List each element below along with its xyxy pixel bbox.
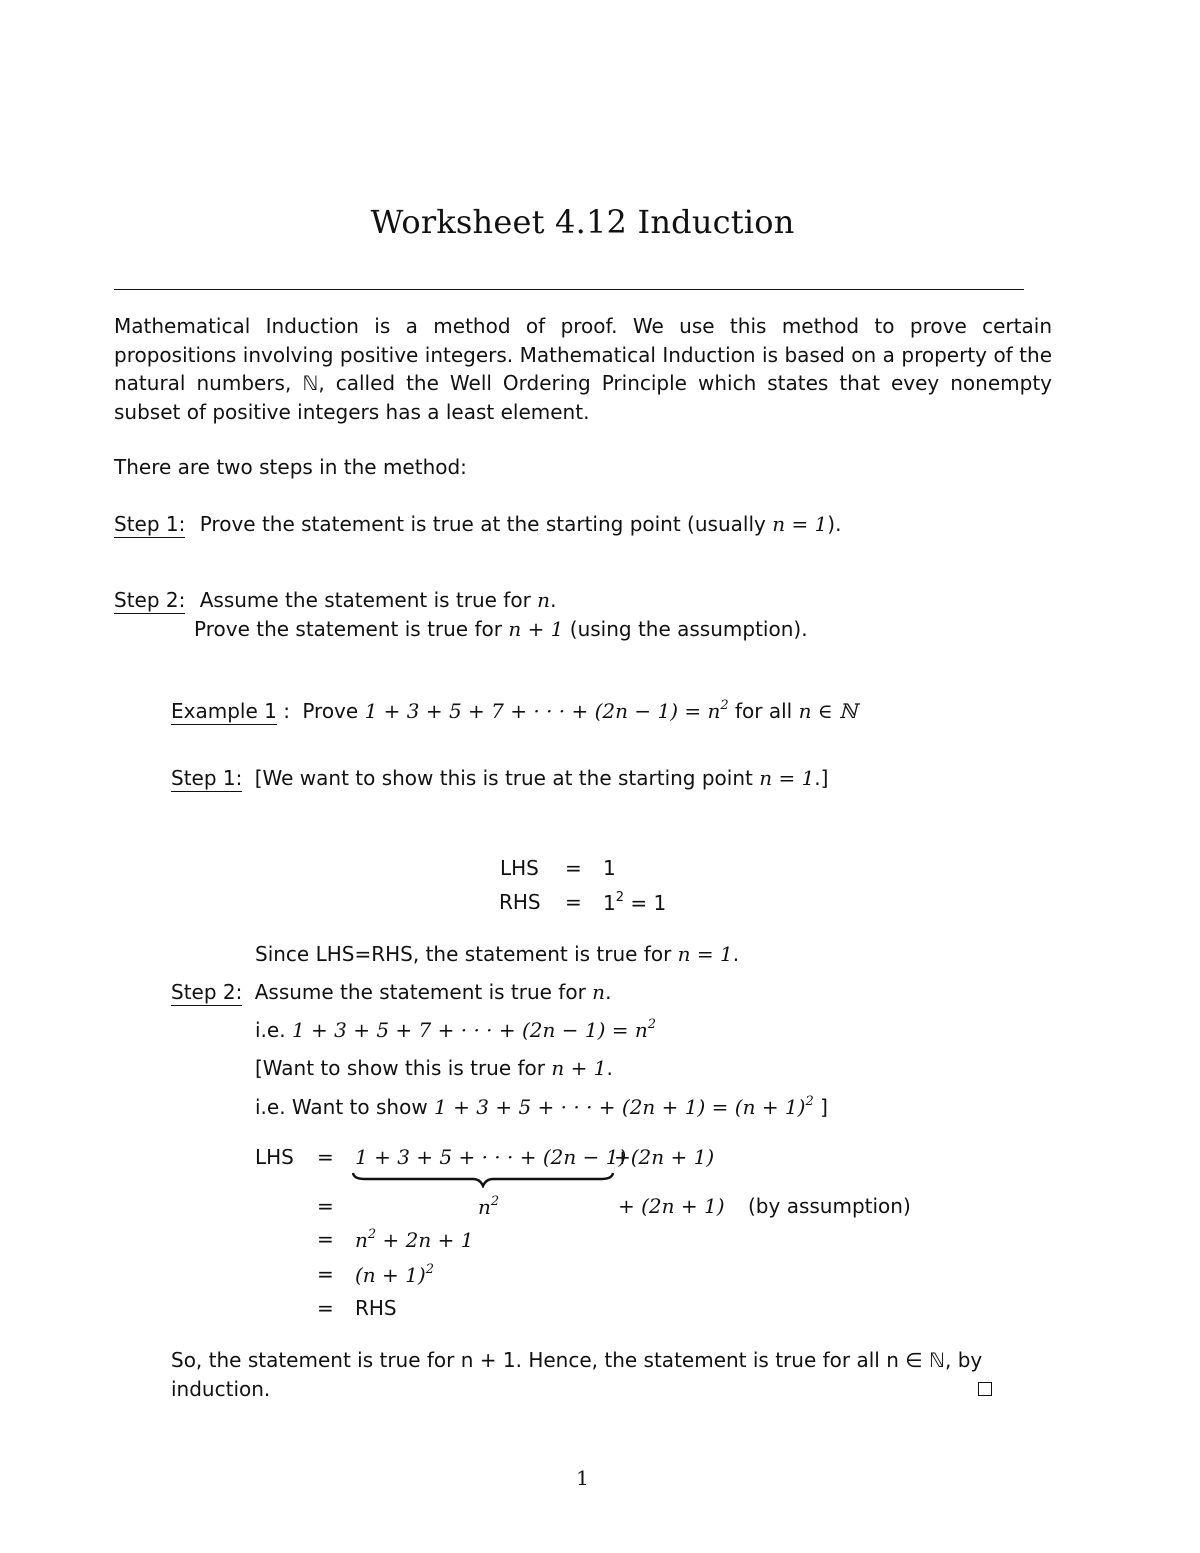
- example-colon: :: [283, 699, 290, 723]
- since-text: Since LHS=RHS, the statement is true for: [255, 942, 672, 966]
- ie2-math: 1 + 3 + 5 + · · · + (2n + 1) = (n + 1): [434, 1095, 806, 1119]
- calc-row2-rest: + (2n + 1): [618, 1194, 725, 1218]
- method-step2-end-b: (using the assumption).: [569, 617, 808, 641]
- calc-lhs-label: LHS: [255, 1145, 294, 1169]
- calc-eq-2: =: [317, 1194, 334, 1218]
- calc-row3-rest: + 2n + 1: [382, 1228, 474, 1252]
- example-for-all: for all: [735, 699, 793, 723]
- calc-row5: RHS: [355, 1296, 397, 1320]
- calc-row4-base: (n + 1): [355, 1263, 426, 1287]
- check-rhs-value: [603, 890, 666, 915]
- qed-square-icon: [978, 1382, 992, 1396]
- check-lhs-value: 1: [603, 856, 616, 880]
- example-step1-end: .]: [814, 766, 829, 790]
- calc-eq-5: =: [317, 1296, 334, 1320]
- method-step2-math-b: n + 1: [508, 617, 564, 641]
- ie2-end: ]: [820, 1095, 828, 1119]
- calc-row2-under: [478, 1194, 499, 1219]
- calc-row1-brace-part: 1 + 3 + 5 + · · · + (2n − 1): [355, 1145, 627, 1169]
- ie1-prefix: i.e.: [255, 1018, 286, 1042]
- since-line: [255, 942, 739, 966]
- want-text: [Want to show this is true for: [255, 1056, 545, 1080]
- example-statement-exp: 2: [720, 698, 729, 713]
- example-statement: 1 + 3 + 5 + 7 + · · · + (2n − 1) = n: [364, 699, 721, 723]
- example-label: Example 1: [171, 699, 277, 723]
- example-step1-text: [We want to show this is true at the starting point: [254, 766, 753, 790]
- calc-row4-exp: 2: [425, 1262, 434, 1277]
- check-rhs-eq: =: [565, 890, 582, 914]
- ie2-exp: 2: [805, 1094, 814, 1109]
- ie2-line: [255, 1094, 828, 1119]
- example-step2-end: .: [605, 980, 612, 1004]
- method-step2-text-a: Assume the statement is true for: [199, 588, 531, 612]
- example-step2: [171, 980, 611, 1004]
- method-step1-end: ).: [827, 512, 842, 536]
- ie1-exp: 2: [647, 1017, 657, 1032]
- calc-eq-3: =: [317, 1227, 334, 1251]
- calc-eq-4: =: [317, 1262, 334, 1286]
- method-step2-math-a: n: [537, 588, 551, 612]
- check-rhs-base: 1: [603, 891, 616, 915]
- example-step2-text: Assume the statement is true for: [254, 980, 586, 1004]
- intro-paragraph: Mathematical Induction is a method of proof. We use this method to prove certain propositions involving positive integers. Mathematical Induction is based on a property of the natural numbers, ℕ, called the Well Ordering Principle which states that evey nonempty subset of positive integers has a least element.: [114, 314, 1052, 424]
- example-step1-label: Step 1:: [171, 766, 243, 790]
- conclusion-line1: So, the statement is true for n + 1. Hence, the statement is true for all n ∈ ℕ, by: [171, 1348, 983, 1372]
- check-lhs-label: LHS: [500, 856, 539, 880]
- page-number: 1: [576, 1466, 589, 1490]
- method-step2-label: Step 2:: [114, 588, 186, 612]
- page-title: Worksheet 4.12 Induction: [370, 203, 795, 241]
- method-step2-line2: [194, 617, 808, 641]
- calc-row3: [355, 1227, 473, 1252]
- calc-row1-rest: +(2n + 1): [614, 1145, 715, 1169]
- underbrace-icon: [352, 1172, 614, 1188]
- title-rule: [114, 289, 1024, 290]
- conclusion-line2: induction.: [171, 1377, 271, 1401]
- calc-row2-note: (by assumption): [748, 1194, 911, 1218]
- since-end: .: [732, 942, 740, 966]
- check-lhs-eq: =: [565, 856, 582, 880]
- check-rhs-label: RHS: [499, 890, 541, 914]
- ie1-math: 1 + 3 + 5 + 7 + · · · + (2n − 1) = n: [291, 1018, 648, 1042]
- ie2-prefix: i.e. Want to show: [255, 1095, 428, 1119]
- ie1-line: [255, 1017, 656, 1042]
- two-steps-text: There are two steps in the method:: [114, 455, 467, 479]
- method-step1: [114, 512, 841, 536]
- example-step1: [171, 766, 828, 790]
- method-step2-end-a: .: [550, 588, 557, 612]
- check-rhs-rest: = 1: [630, 891, 667, 915]
- example-step1-math: n = 1: [759, 766, 815, 790]
- example-prove-word: Prove: [302, 699, 359, 723]
- example-heading: [171, 698, 857, 723]
- since-math: n = 1: [677, 942, 733, 966]
- calc-row4: [355, 1262, 434, 1287]
- calc-row3-exp: 2: [367, 1227, 377, 1242]
- method-step1-label: Step 1:: [114, 512, 186, 536]
- want-end: .: [606, 1056, 613, 1080]
- method-step1-math: n = 1: [772, 512, 828, 536]
- method-step2-text-b: Prove the statement is true for: [194, 617, 502, 641]
- want-math: n + 1: [551, 1056, 607, 1080]
- calc-row2-under-exp: 2: [490, 1194, 500, 1209]
- example-domain: n ∈ ℕ: [798, 699, 858, 723]
- calc-eq-1: =: [317, 1145, 334, 1169]
- method-step2: [114, 588, 556, 612]
- example-step2-label: Step 2:: [171, 980, 243, 1004]
- check-rhs-exp: 2: [615, 890, 625, 905]
- method-step1-text: Prove the statement is true at the starting point (usually: [199, 512, 766, 536]
- calc-row2-under-base: n: [478, 1195, 491, 1219]
- calc-row3-base: n: [355, 1228, 368, 1252]
- example-step2-math: n: [592, 980, 606, 1004]
- want-line: [255, 1056, 613, 1080]
